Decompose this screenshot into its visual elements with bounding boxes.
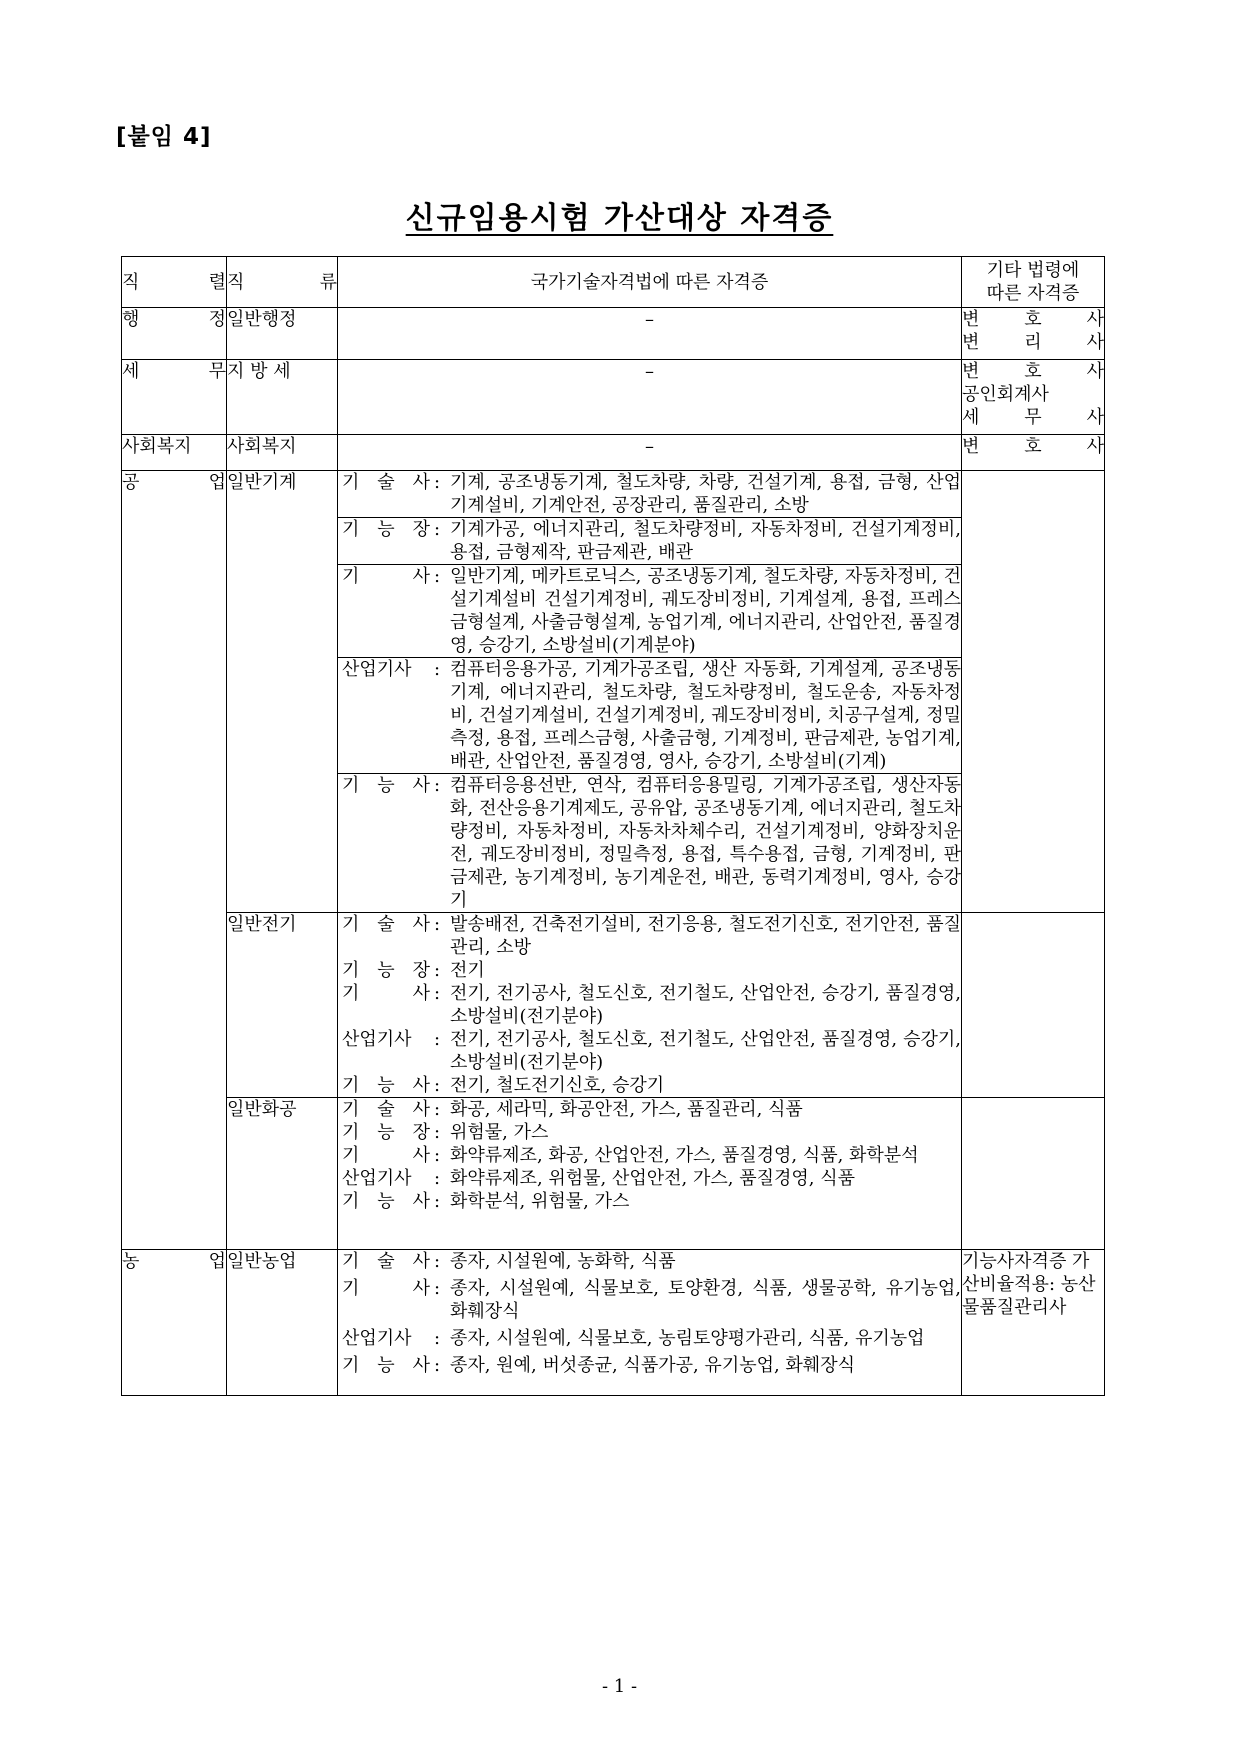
- label-glyph: 기: [342, 1355, 360, 1376]
- grade-label: [338, 959, 434, 982]
- table-row: [122, 1250, 1105, 1396]
- header-other-line2: 따른 자격증: [986, 283, 1080, 304]
- grade-label: [338, 1121, 434, 1144]
- grade-text: [338, 1327, 434, 1350]
- label-glyph: 기: [342, 983, 360, 1004]
- other-cell: [962, 471, 1105, 913]
- grade-label: [338, 1327, 434, 1354]
- qualification-items: 일반기계, 메카트로닉스, 공조냉동기계, 철도차량, 자동차정비, 건설기계설비 건설기계정비, 궤도장비정비, 기계설계, 용접, 프레스금형설계, 사출금형설계, 농업기계, 에너지관리, 산업안전, 품질경영, 승강기, 소방설비(기계분야): [450, 566, 961, 656]
- grade-label: [338, 1354, 434, 1381]
- label-glyph: 장: [412, 960, 430, 981]
- grade-text: [338, 1098, 434, 1121]
- table-header-row: [122, 257, 1105, 308]
- label-glyph: 능: [377, 1355, 395, 1376]
- header-series: [122, 257, 227, 308]
- colon: :: [434, 1099, 441, 1120]
- series-cell: [122, 308, 227, 360]
- certificate-table: [121, 256, 1105, 1396]
- table-row: [122, 308, 1105, 360]
- qualification-items: 위험물, 가스: [450, 1122, 549, 1143]
- grade-label: [338, 1190, 434, 1213]
- distributed-label: [962, 308, 1104, 331]
- grade-label: [338, 518, 434, 565]
- qualification-items: 컴퓨터응용가공, 기계가공조립, 생산 자동화, 기계설계, 공조냉동기계, 에너지관리, 철도차량, 철도차량정비, 철도운송, 자동차정비, 건설기계설비, 건설기계정비, 궤도장비정비, 치공구설계, 정밀측정, 용접, 프레스금형, 사출금형, 기계정비, 판금제관, 농업기계, 배관, 산업안전, 품질경영, 영사, 승강기, 소방설비(기계): [450, 659, 961, 772]
- label-glyph: 변: [962, 361, 980, 382]
- label-glyph: 기: [342, 1075, 360, 1096]
- table-row: [122, 435, 1105, 471]
- qualification-items: 전기, 철도전기신호, 승강기: [450, 1075, 665, 1096]
- label-glyph: 변: [962, 436, 980, 457]
- label-glyph: 기: [342, 1145, 360, 1166]
- label-glyph: 렬: [208, 271, 226, 293]
- colon: :: [434, 1191, 441, 1212]
- label-glyph: 호: [1024, 361, 1042, 382]
- label-glyph: 무: [208, 361, 226, 382]
- label-glyph: 술: [377, 1251, 395, 1272]
- colon: :: [434, 518, 450, 565]
- colon: :: [434, 1328, 441, 1349]
- label-glyph: 사: [412, 1278, 430, 1299]
- qualification-row: [338, 1098, 961, 1121]
- header-national: 국가기술자격법에 따른 자격증: [338, 257, 962, 308]
- qualification-items: 화학분석, 위험물, 가스: [450, 1191, 630, 1212]
- qualification-items: 화약류제조, 화공, 산업안전, 가스, 품질경영, 식품, 화학분석: [450, 1145, 919, 1166]
- series-cell: [122, 360, 227, 435]
- distributed-label: [962, 435, 1104, 458]
- distributed-label: [227, 271, 337, 294]
- qualification-row: [338, 774, 961, 913]
- colon: :: [434, 983, 441, 1004]
- label-glyph: 사: [412, 983, 430, 1004]
- grade-text: [338, 1144, 434, 1167]
- other-cell: [962, 360, 1105, 435]
- label-glyph: 사: [1086, 332, 1104, 353]
- qualification-row: [338, 1121, 961, 1144]
- label-glyph: 직: [122, 271, 140, 293]
- qualification-row: [338, 1074, 961, 1097]
- label-glyph: 업: [208, 472, 226, 493]
- colon: :: [434, 1168, 441, 1189]
- label-glyph: 사: [412, 775, 430, 796]
- label-glyph: 술: [377, 914, 395, 935]
- header-category: [227, 257, 338, 308]
- category-cell: 지 방 세: [227, 360, 338, 435]
- qualification-row: [338, 1190, 961, 1213]
- label-glyph: 기: [342, 1278, 360, 1299]
- label-glyph: 사: [1086, 361, 1104, 382]
- grade-text: [338, 1074, 434, 1097]
- label-glyph: 능: [377, 775, 395, 796]
- grade-text: [338, 1190, 434, 1213]
- grade-label: [338, 1144, 434, 1167]
- colon: :: [434, 775, 441, 796]
- label-glyph: 행: [122, 309, 140, 330]
- qualification-items: 컴퓨터응용선반, 연삭, 컴퓨터응용밀링, 기계가공조립, 생산자동화, 전산응용기계제도, 공유압, 공조냉동기계, 에너지관리, 철도차량정비, 자동차정비, 자동차차체수리, 건설기계정비, 양화장치운전, 궤도장비정비, 정밀측정, 용접, 특수용접, 금형, 기계정비, 판금제관, 농기계정비, 농기계운전, 배관, 동력기계정비, 영사, 승강기: [450, 775, 961, 911]
- label-glyph: 기: [342, 1251, 360, 1272]
- label-glyph: 변: [962, 332, 980, 353]
- grade-text: [338, 774, 434, 797]
- label-glyph: 공: [122, 472, 140, 493]
- label-glyph: 산업기사: [342, 1168, 412, 1189]
- qualification-items: 기계가공, 에너지관리, 철도차량정비, 자동차정비, 건설기계정비, 용접, 금형제작, 판금제관, 배관: [450, 519, 961, 563]
- national-cell: –: [338, 360, 962, 435]
- grade-label: [338, 1250, 434, 1277]
- other-cell: [962, 308, 1105, 360]
- header-other: [962, 257, 1105, 308]
- label-glyph: 사: [412, 1191, 430, 1212]
- label-glyph: 세: [962, 407, 980, 428]
- qualification-cell: [338, 1250, 962, 1396]
- other-cell: [962, 913, 1105, 1098]
- qualification-cell: [338, 913, 962, 1098]
- page-title: [0, 193, 1239, 237]
- category-cell: 일반행정: [227, 308, 338, 360]
- label-glyph: 직: [227, 271, 245, 293]
- label-glyph: 변: [962, 309, 980, 330]
- label-glyph: 사: [412, 1099, 430, 1120]
- grade-text: [338, 982, 434, 1005]
- category-cell: 일반기계: [227, 471, 338, 913]
- label-glyph: 능: [377, 519, 395, 540]
- national-cell: –: [338, 435, 962, 471]
- label-glyph: 기: [342, 960, 360, 981]
- colon: :: [434, 960, 441, 981]
- series-cell: [122, 471, 227, 1250]
- label-glyph: 사: [412, 1355, 430, 1376]
- qualification-items: 전기, 전기공사, 철도신호, 전기철도, 산업안전, 승강기, 품질경영, 소방설비(전기분야): [450, 983, 961, 1027]
- grade-text: [338, 1028, 434, 1051]
- grade-label: [338, 1098, 434, 1121]
- colon: :: [434, 1029, 441, 1050]
- qualification-row: [338, 982, 961, 1028]
- label-glyph: 사: [1086, 309, 1104, 330]
- label-glyph: 기: [342, 914, 360, 935]
- other-cell: [962, 1098, 1105, 1250]
- category-cell: 일반농업: [227, 1250, 338, 1396]
- distributed-label: [122, 360, 226, 383]
- label-glyph: 술: [377, 1099, 395, 1120]
- grade-label: [338, 1277, 434, 1327]
- qualification-items: 화약류제조, 위험물, 산업안전, 가스, 품질경영, 식품: [450, 1168, 855, 1189]
- label-glyph: 기: [342, 472, 360, 493]
- label-glyph: 사: [1086, 407, 1104, 428]
- label-glyph: 장: [412, 1122, 430, 1143]
- table-row: [122, 360, 1105, 435]
- grade-text: [338, 1167, 434, 1190]
- qualification-items: 발송배전, 건축전기설비, 전기응용, 철도전기신호, 전기안전, 품질관리, 소방: [450, 914, 961, 958]
- label-glyph: 업: [208, 1251, 226, 1272]
- label-glyph: 사: [412, 1251, 430, 1272]
- colon: :: [434, 658, 450, 774]
- series-cell: [122, 1250, 227, 1396]
- qualification-row: [338, 1167, 961, 1190]
- label-glyph: 호: [1024, 309, 1042, 330]
- grade-text: [338, 1277, 434, 1300]
- label-glyph: 무: [1024, 407, 1042, 428]
- qualification-row: [338, 565, 961, 658]
- qualification-items: 기계, 공조냉동기계, 철도차량, 차량, 건설기계, 용접, 금형, 산업기계설비, 기계안전, 공장관리, 품질관리, 소방: [450, 472, 961, 516]
- grade-label: [338, 982, 434, 1028]
- grade-text: [338, 959, 434, 982]
- qualification-row: [338, 1277, 961, 1327]
- label-glyph: 기: [342, 775, 360, 796]
- colon: :: [434, 1122, 441, 1143]
- colon: :: [434, 471, 450, 518]
- qualification-row: [338, 913, 961, 959]
- grade-label: [338, 774, 434, 913]
- label-glyph: 류: [319, 271, 337, 293]
- label-glyph: 사: [1086, 436, 1104, 457]
- label-glyph: 농: [122, 1251, 140, 1272]
- other-cell: 기능사자격증 가산비율적용: 농산물품질관리사: [962, 1250, 1105, 1396]
- distributed-label: [962, 360, 1104, 383]
- label-glyph: 기: [342, 1122, 360, 1143]
- label-glyph: 정: [208, 309, 226, 330]
- qualification-row: [338, 1354, 961, 1381]
- grade-text: [338, 913, 434, 936]
- label-glyph: 사: [412, 1145, 430, 1166]
- grade-label: [338, 565, 434, 658]
- page-number: - 1 -: [601, 1676, 638, 1697]
- qualification-row: [338, 471, 961, 518]
- label-glyph: 기: [342, 1191, 360, 1212]
- label-glyph: 호: [1024, 436, 1042, 457]
- table-row: [122, 913, 1105, 1098]
- qualification-row: [338, 1144, 961, 1167]
- qualification-items: 화공, 세라믹, 화공안전, 가스, 품질관리, 식품: [450, 1099, 803, 1120]
- colon: :: [434, 1075, 441, 1096]
- attachment-label: [붙임 4]: [116, 124, 212, 150]
- qualification-items: 종자, 시설원예, 식물보호, 농림토양평가관리, 식품, 유기농업: [450, 1328, 925, 1349]
- label-glyph: 기: [342, 566, 360, 587]
- grade-text: [338, 518, 434, 541]
- distributed-label: [962, 406, 1104, 429]
- label-glyph: 사: [412, 472, 430, 493]
- national-cell: –: [338, 308, 962, 360]
- label-glyph: 장: [412, 519, 430, 540]
- other-cell: [962, 435, 1105, 471]
- colon: :: [434, 1355, 441, 1376]
- grade-text: [338, 658, 434, 681]
- distributed-label: [122, 1250, 226, 1273]
- label-glyph: 기: [342, 519, 360, 540]
- other-line: 공인회계사: [962, 384, 1049, 405]
- qualification-items: 종자, 시설원예, 식물보호, 토양환경, 식품, 생물공학, 유기농업, 화훼장식: [450, 1278, 961, 1322]
- label-glyph: 사: [412, 914, 430, 935]
- label-glyph: 리: [1024, 332, 1042, 353]
- table-row: [122, 471, 1105, 913]
- colon: :: [434, 1145, 441, 1166]
- qualification-items: 종자, 시설원예, 농화학, 식품: [450, 1251, 676, 1272]
- grade-label: [338, 913, 434, 959]
- colon: :: [434, 565, 450, 658]
- label-glyph: 능: [377, 1191, 395, 1212]
- label-glyph: 술: [377, 472, 395, 493]
- label-glyph: 산업기사: [342, 1328, 412, 1349]
- qualification-row: [338, 1250, 961, 1277]
- colon: :: [434, 1278, 441, 1299]
- header-other-line1: 기타 법령에: [986, 260, 1080, 281]
- qualification-row: [338, 658, 961, 774]
- table-row: [122, 1098, 1105, 1250]
- category-cell: 일반전기: [227, 913, 338, 1098]
- qualification-items: 전기: [450, 960, 485, 981]
- grade-text: [338, 471, 434, 494]
- label-glyph: 산업기사: [342, 659, 412, 680]
- grade-text: [338, 565, 434, 588]
- label-glyph: 능: [377, 960, 395, 981]
- label-glyph: 세: [122, 361, 140, 382]
- qualification-row: [338, 518, 961, 565]
- colon: :: [434, 914, 441, 935]
- label-glyph: 산업기사: [342, 1029, 412, 1050]
- distributed-label: [122, 471, 226, 494]
- label-glyph: 능: [377, 1075, 395, 1096]
- distributed-label: [122, 271, 226, 294]
- grade-label: [338, 1028, 434, 1074]
- grade-text: [338, 1121, 434, 1144]
- grade-text: [338, 1250, 434, 1273]
- qualification-items: 종자, 원예, 버섯종균, 식품가공, 유기농업, 화훼장식: [450, 1355, 855, 1376]
- label-glyph: 사: [412, 1075, 430, 1096]
- category-cell: 사회복지: [227, 435, 338, 471]
- qualification-row: [338, 959, 961, 982]
- category-cell: 일반화공: [227, 1098, 338, 1250]
- distributed-label: [962, 331, 1104, 354]
- grade-text: [338, 1354, 434, 1377]
- qualification-items: 전기, 전기공사, 철도신호, 전기철도, 산업안전, 품질경영, 승강기, 소방설비(전기분야): [450, 1029, 961, 1073]
- series-cell: 사회복지: [122, 435, 227, 471]
- grade-label: [338, 658, 434, 774]
- grade-label: [338, 471, 434, 518]
- qualification-cell: [338, 471, 962, 913]
- label-glyph: 사: [412, 566, 430, 587]
- grade-label: [338, 1074, 434, 1097]
- qualification-row: [338, 1028, 961, 1074]
- label-glyph: 기: [342, 1099, 360, 1120]
- label-glyph: 능: [377, 1122, 395, 1143]
- colon: :: [434, 1251, 441, 1272]
- page-title-text: 신규임용시험 가산대상 자격증: [405, 201, 834, 236]
- grade-label: [338, 1167, 434, 1190]
- distributed-label: [122, 308, 226, 331]
- qualification-cell: [338, 1098, 962, 1250]
- qualification-row: [338, 1327, 961, 1354]
